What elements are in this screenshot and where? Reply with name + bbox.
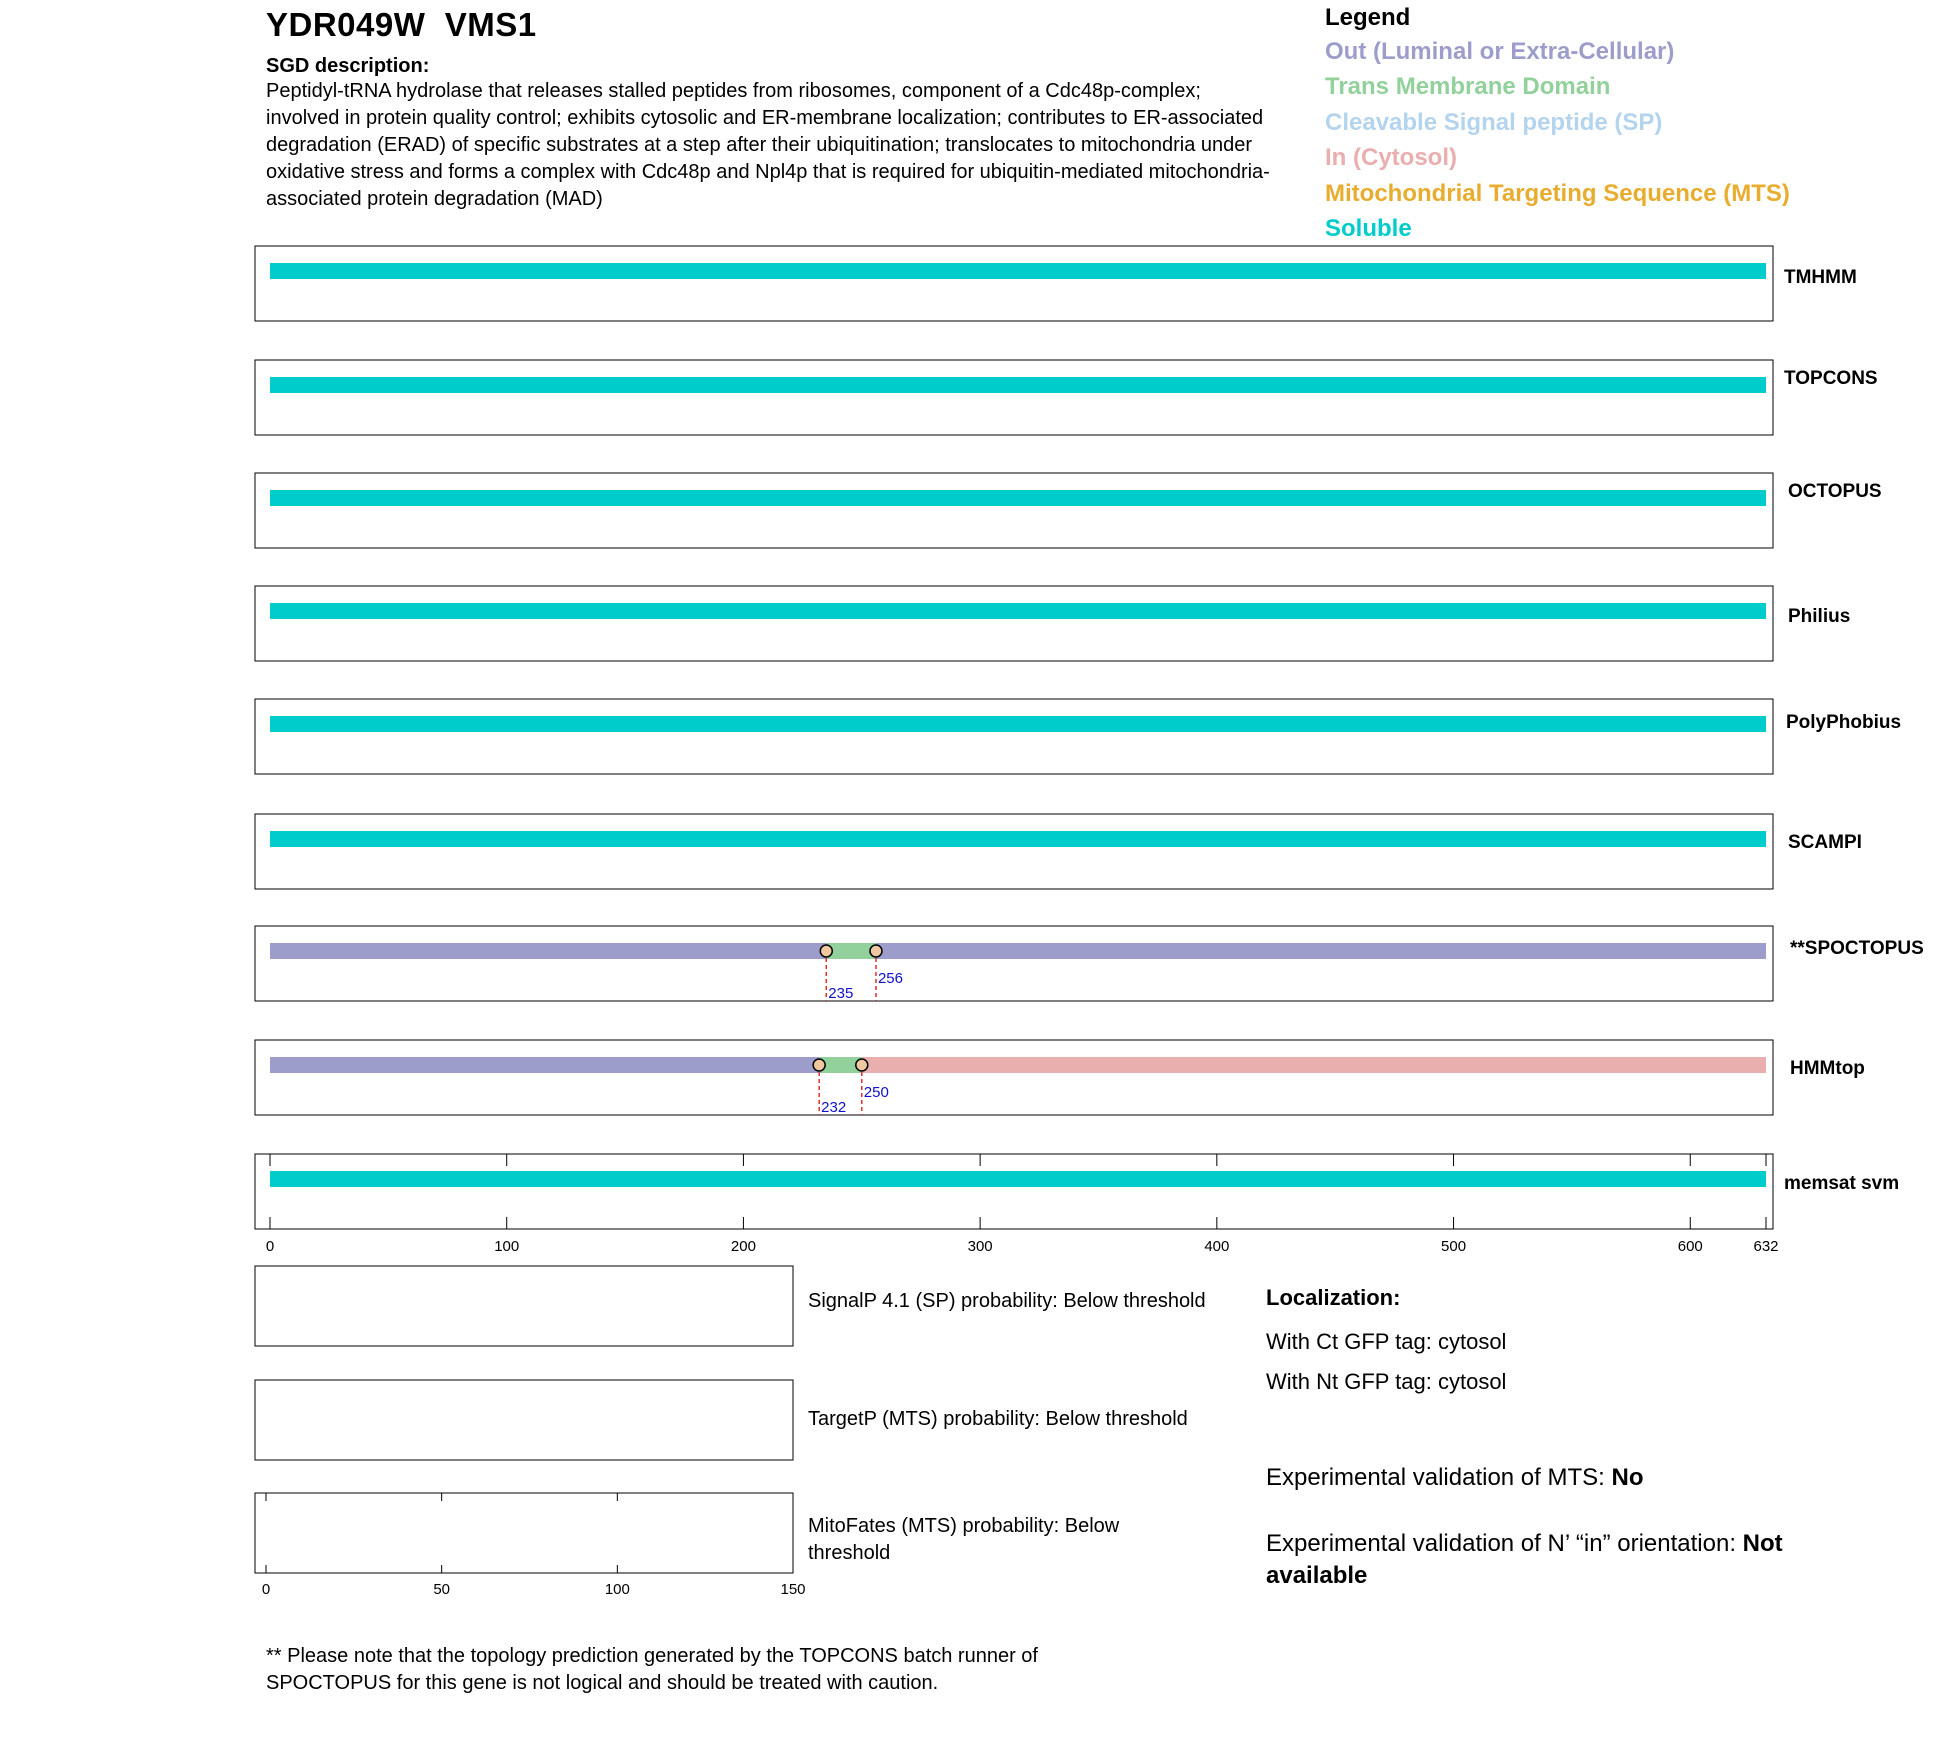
- mts-validation-value: No: [1611, 1464, 1644, 1491]
- track-frame: [255, 473, 1773, 548]
- segment-out: [270, 943, 826, 959]
- x-tick-label: 300: [967, 1238, 993, 1255]
- caution-note: ** Please note that the topology prediction generated by the TOPCONS batch runner of SPOCTOPUS for this gene is not logical and should be treated with caution.: [266, 1645, 1038, 1694]
- track-label: memsat svm: [1784, 1173, 1900, 1194]
- track-label: PolyPhobius: [1786, 712, 1902, 733]
- description-text: Peptidyl-tRNA hydrolase that releases stalled peptides from ribosomes, component of a Cdc48p-complex; involved in protein quality control; exhibits cytosolic and ER-membrane localization; contributes to ER-associated degradation (ERAD) of specific substrates at a step after their ubiquitination; translocates to mitochondria under oxidative stress and forms a complex with Cdc48p and Npl4p that is required for ubiquitin-mediated mitochondria-associated protein degradation (MAD): [266, 80, 1270, 210]
- track-frame: [255, 360, 1773, 435]
- localization-ct: With Ct GFP tag: cytosol: [1266, 1329, 1507, 1354]
- track-scampi: [255, 814, 1862, 889]
- boundary-marker: [856, 1059, 868, 1071]
- x-tick-label: 100: [494, 1238, 520, 1255]
- x-tick-label: 400: [1204, 1238, 1230, 1255]
- orientation-validation-value: Not available: [1266, 1530, 1783, 1589]
- boundary-label: 232: [821, 1099, 847, 1116]
- prob-tick-label: 100: [604, 1581, 630, 1598]
- orientation-validation: [1266, 1528, 1886, 1592]
- boundary-marker: [820, 945, 832, 957]
- boundary-label: 256: [877, 970, 904, 987]
- track-octopus: [255, 473, 1882, 548]
- boundary-label: 250: [863, 1084, 889, 1101]
- legend-item-out: Out (Luminal or Extra-Cellular): [1325, 38, 1675, 65]
- track--spoctopus: [255, 926, 1924, 1002]
- segment-soluble: [270, 490, 1766, 506]
- x-tick-label: 600: [1677, 1238, 1703, 1255]
- legend-item-tm: Trans Membrane Domain: [1325, 73, 1611, 100]
- segment-soluble: [270, 263, 1766, 279]
- probability-panel: [255, 1266, 793, 1346]
- probability-panels: [255, 1266, 806, 1598]
- segment-soluble: [270, 1171, 1766, 1187]
- x-tick-label: 632: [1753, 1238, 1779, 1255]
- track-label: HMMtop: [1790, 1058, 1865, 1079]
- mts-validation-label: Experimental validation of MTS:: [1266, 1464, 1612, 1491]
- gene-id: YDR049W: [266, 6, 426, 43]
- boundary-label: 235: [828, 985, 854, 1002]
- track-memsat-svm: [255, 1154, 1899, 1229]
- prob-tick-label: 150: [780, 1581, 806, 1598]
- localization-nt: With Nt GFP tag: cytosol: [1266, 1369, 1507, 1394]
- segment-out: [270, 1057, 819, 1073]
- track-frame: [255, 926, 1773, 1001]
- legend-item-mts: Mitochondrial Targeting Sequence (MTS): [1325, 180, 1790, 207]
- legend-item-sp: Cleavable Signal peptide (SP): [1325, 109, 1663, 136]
- legend-title: Legend: [1325, 4, 1411, 31]
- track-frame: [255, 1154, 1773, 1229]
- probability-panel: [255, 1493, 793, 1573]
- x-tick-label: 0: [265, 1238, 275, 1255]
- segment-out: [876, 943, 1766, 959]
- targetp-label: TargetP (MTS) probability: Below threshold: [808, 1408, 1188, 1430]
- segment-soluble: [270, 831, 1766, 847]
- signalp-label: SignalP 4.1 (SP) probability: Below threshold: [808, 1290, 1206, 1312]
- x-tick-label: 200: [730, 1238, 756, 1255]
- segment-soluble: [270, 603, 1766, 619]
- segment-soluble: [270, 377, 1766, 393]
- segment-tm: [826, 943, 876, 959]
- orientation-validation-label: Experimental validation of N’ “in” orientation:: [1266, 1530, 1743, 1557]
- track-label: OCTOPUS: [1788, 481, 1882, 502]
- track-philius: [255, 586, 1850, 661]
- mitofates-label: MitoFates (MTS) probability: Below threshold: [808, 1515, 1120, 1564]
- localization-heading: Localization:: [1266, 1285, 1401, 1310]
- prob-tick-label: 50: [433, 1581, 451, 1598]
- boundary-marker: [870, 945, 882, 957]
- segment-soluble: [270, 716, 1766, 732]
- track-label: **SPOCTOPUS: [1790, 938, 1924, 959]
- track-frame: [255, 699, 1773, 774]
- prob-tick-label: 0: [261, 1581, 271, 1598]
- track-topcons: [255, 360, 1878, 435]
- mts-validation: [1266, 1462, 1886, 1494]
- track-tmhmm: [255, 246, 1857, 321]
- x-tick-label: 500: [1441, 1238, 1467, 1255]
- track-frame: [255, 586, 1773, 661]
- probability-panel: [255, 1380, 793, 1460]
- track-frame: [255, 246, 1773, 321]
- residue-axis: [266, 1154, 1779, 1255]
- track-label: Philius: [1788, 606, 1851, 627]
- track-frame: [255, 1040, 1773, 1115]
- boundary-marker: [813, 1059, 825, 1071]
- track-frame: [255, 814, 1773, 889]
- track-label: SCAMPI: [1788, 832, 1862, 853]
- track-polyphobius: [255, 699, 1901, 774]
- track-label: TOPCONS: [1784, 368, 1878, 389]
- track-label: TMHMM: [1784, 267, 1857, 288]
- legend-item-in: In (Cytosol): [1325, 144, 1457, 171]
- legend-item-soluble: Soluble: [1325, 215, 1412, 242]
- track-hmmtop: [255, 1040, 1865, 1116]
- segment-in: [862, 1057, 1766, 1073]
- description-heading: SGD description:: [266, 55, 430, 77]
- gene-name: VMS1: [444, 6, 537, 43]
